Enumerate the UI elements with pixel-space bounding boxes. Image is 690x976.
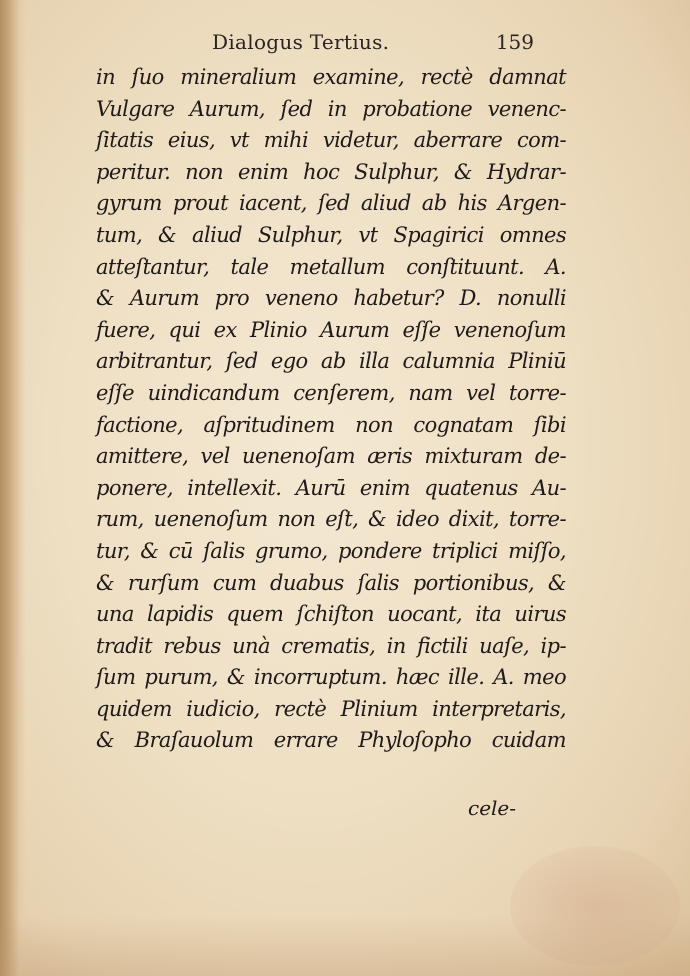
running-title: Dialogus Tertius. [212, 30, 390, 54]
text-line: amittere, vel uenenoſam æris mixturam de- [96, 444, 566, 469]
text-line: peritur. non enim hoc Sulphur, & Hydrar- [96, 159, 566, 184]
page-gutter [0, 0, 26, 976]
text-line: ſum purum, & incorruptum. hæc ille. A. meo [96, 665, 566, 690]
page-number: 159 [495, 30, 534, 54]
text-line: factione, aſpritudinem non cognatam ſibi [96, 412, 566, 437]
text-line: in ſuo mineralium examine, rectè damnat [96, 65, 566, 89]
text-line: ſitatis eius, vt mihi videtur, aberrare com- [96, 128, 566, 153]
text-line: ponere, intellexit. Aurū enim quatenus Au- [96, 475, 566, 500]
text-line: tum, & aliud Sulphur, vt Spagirici omnes [96, 222, 566, 247]
paper-stain [510, 846, 680, 966]
body-text [96, 62, 566, 757]
text-line: Vulgare Aurum, ſed in probatione venenc- [96, 96, 566, 121]
running-header [212, 30, 542, 60]
text-line: & rurſum cum duabus ſalis portionibus, & [96, 570, 566, 595]
text-line: gyrum prout iacent, ſed aliud ab his Argen- [96, 191, 566, 216]
catchword: cele- [468, 796, 517, 820]
text-line: rum, uenenoſum non eſt, & ideo dixit, torre- [96, 507, 566, 532]
text-line: quidem iudicio, rectè Plinium interpretaris, [96, 696, 566, 721]
text-line: una lapidis quem ſchiſton uocant, ita uirus [96, 602, 566, 627]
text-line: eſſe uindicandum cenſerem, nam vel torre- [96, 380, 566, 405]
text-line: fuere, qui ex Plinio Aurum eſſe venenoſum [96, 317, 566, 342]
text-line: tradit rebus unà crematis, in fictili uaſe, ip- [96, 633, 566, 658]
text-line: & Braſauolum errare Phyloſopho cuidam [96, 728, 566, 753]
text-line: atteſtantur, tale metallum conſtituunt. A. [96, 254, 566, 279]
text-line: tur, & cū ſalis grumo, pondere triplici miſſo, [96, 538, 566, 563]
text-line: arbitrantur, ſed ego ab illa calumnia Pliniū [96, 349, 566, 374]
text-line: & Aurum pro veneno habetur? D. nonulli [96, 286, 566, 311]
